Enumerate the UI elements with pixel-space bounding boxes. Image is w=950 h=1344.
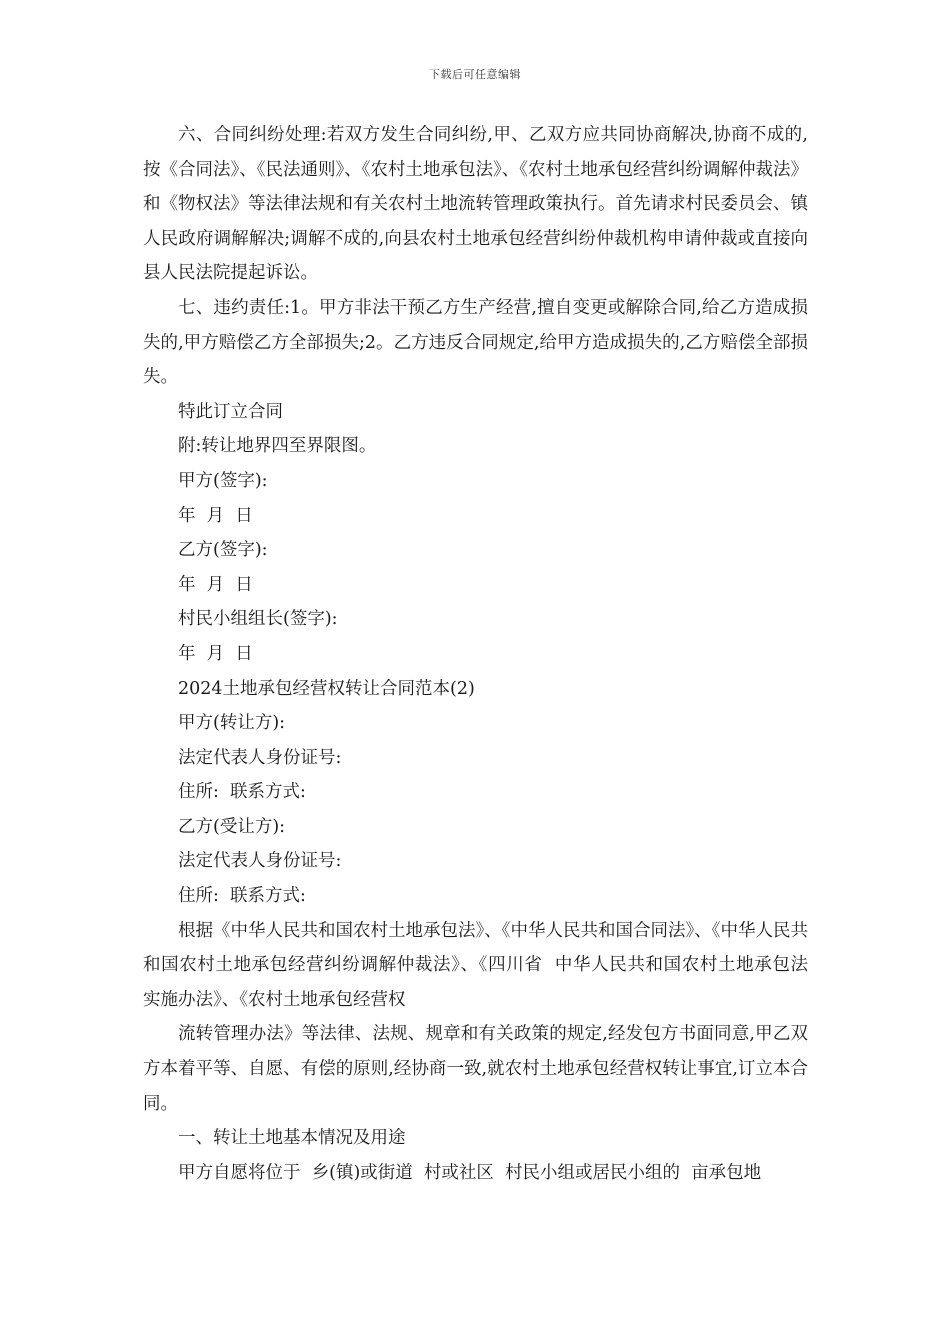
party-a-transferor: 甲方(转让方):: [178, 713, 286, 734]
paragraph-liability: 七、违约责任:1。甲方非法干预乙方生产经营,擅自变更或解除合同,给乙方造成损失的,甲方赔偿乙方全部损失;2。乙方违反合同规定,给甲方造成损失的,乙方赔偿全部损失。: [143, 297, 808, 388]
party-b-signature: 乙方(签字):: [178, 540, 268, 561]
party-b-transferee: 乙方(受让方):: [178, 816, 286, 837]
party-a-address-contact: 住所: 联系方式:: [178, 782, 306, 803]
party-a-date: 年 月 日: [178, 505, 253, 526]
group-leader-signature: 村民小组组长(签字):: [178, 609, 338, 630]
paragraph-land-location: 甲方自愿将位于 乡(镇)或街道 村或社区 村民小组或居民小组的 亩承包地: [178, 1162, 762, 1183]
contract-title: 2024土地承包经营权转让合同范本(2): [178, 678, 475, 699]
document-body: [143, 118, 820, 1190]
page-header: 下载后可任意编辑: [429, 68, 521, 81]
party-b-id-number: 法定代表人身份证号:: [178, 851, 342, 872]
paragraph-hereby: 特此订立合同: [178, 401, 283, 422]
party-b-address-contact: 住所: 联系方式:: [178, 886, 306, 907]
paragraph-dispute-resolution: 六、合同纠纷处理:若双方发生合同纠纷,甲、乙双方应共同协商解决,协商不成的,按《合同法》、《民法通则》、《农村土地承包法》、《农村土地承包经营纠纷调解仲裁法》和《物权法》等法律法规和有关农村土地流转管理政策执行。首先请求村民委员会、镇人民政府调解解决;调解不成的,向县农村土地承包经营纠纷仲裁机构申请仲裁或直接向县人民法院提起诉讼。: [143, 125, 808, 284]
paragraph-legal-basis: 根据《中华人民共和国农村土地承包法》、《中华人民共和国合同法》、《中华人民共和国农村土地承包经营纠纷调解仲裁法》、《四川省 中华人民共和国农村土地承包法 实施办法》、《农村土地承包经营权: [143, 920, 820, 1010]
party-a-id-number: 法定代表人身份证号:: [178, 747, 342, 768]
paragraph-legal-basis-continued: 流转管理办法》等法律、法规、规章和有关政策的规定,经发包方书面同意,甲乙双方本着平等、自愿、有偿的原则,经协商一致,就农村土地承包经营权转让事宜,订立本合同。: [143, 1024, 808, 1114]
section-heading-land-info: 一、转让土地基本情况及用途: [178, 1128, 406, 1149]
paragraph-attachment: 附:转让地界四至界限图。: [178, 436, 377, 457]
party-a-signature: 甲方(签字):: [178, 470, 268, 491]
group-leader-date: 年 月 日: [178, 643, 253, 664]
party-b-date: 年 月 日: [178, 574, 253, 595]
